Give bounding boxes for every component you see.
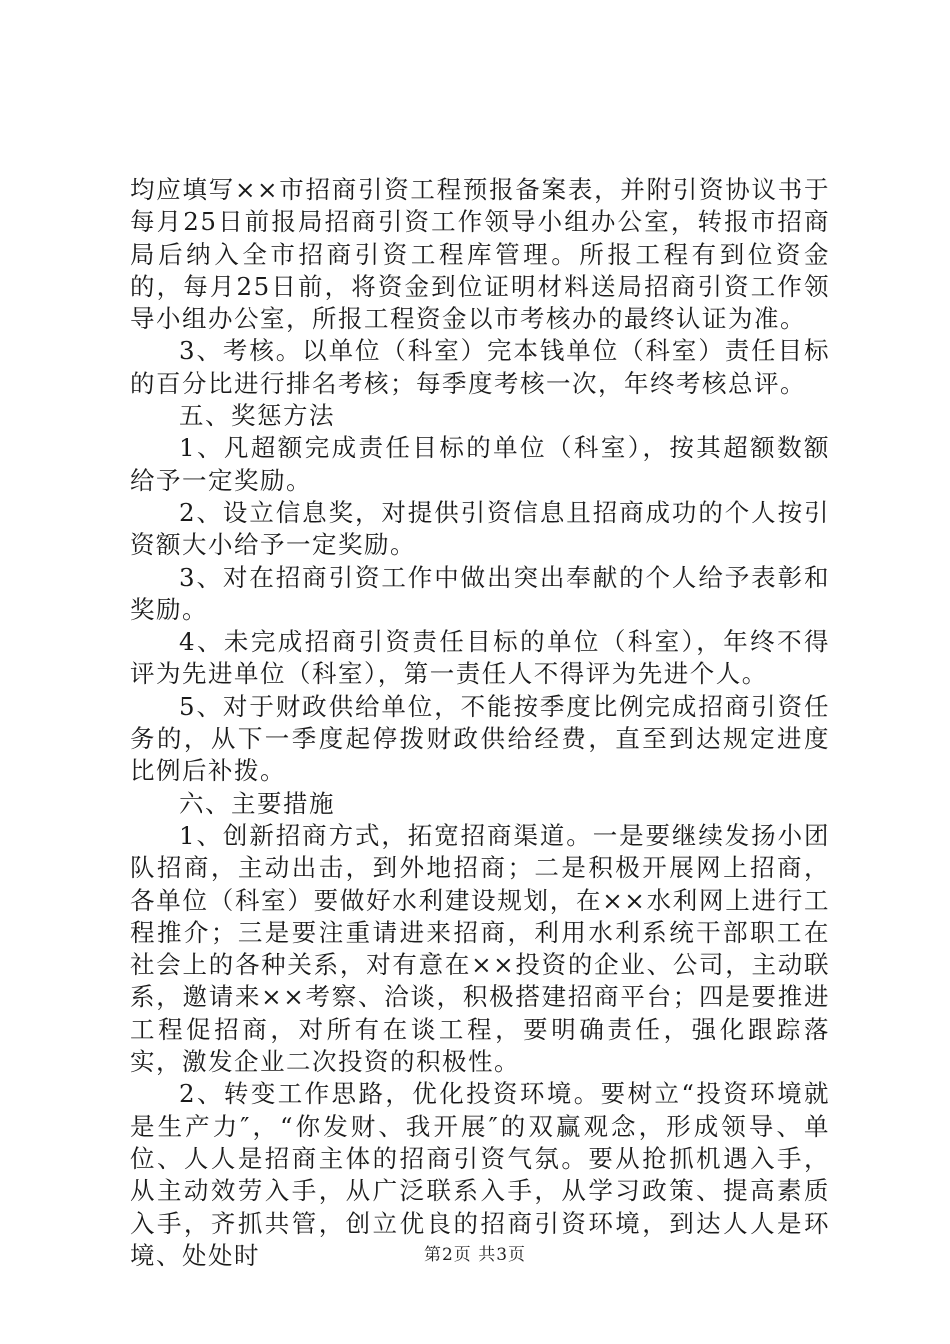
paragraph-10: 1、创新招商方式，拓宽招商渠道。一是要继续发扬小团队招商，主动出击，到外地招商；二是积极开展网上招商，各单位（科室）要做好水利建设规划，在××水利网上进行工程推介；三是要注重请进来招商，利用水利系统干部职工在社会上的各种关系，对有意在××投资的企业、公司，主动联系，邀请来××考察、洽谈，积极搭建招商平台；四是要推进工程促招商，对所有在谈工程，要明确责任，强化跟踪落实，激发企业二次投资的积极性。 — [130, 820, 830, 1077]
paragraph-2: 3、考核。以单位（科室）完本钱单位（科室）责任目标的百分比进行排名考核；每季度考核一次，年终考核总评。 — [130, 336, 830, 398]
paragraph-8: 5、对于财政供给单位，不能按季度比例完成招商引资任务的，从下一季度起停拨财政供给经费，直至到达规定进度比例后补拨。 — [130, 691, 830, 786]
paragraph-6: 3、对在招商引资工作中做出突出奉献的个人给予表彰和奖励。 — [130, 562, 830, 624]
section-heading-rewards: 五、奖惩方法 — [179, 401, 335, 431]
paragraph-7: 4、未完成招商引资责任目标的单位（科室），年终不得评为先进单位（科室），第一责任人不得评为先进个人。 — [130, 627, 830, 689]
paragraph-1: 均应填写××市招商引资工程预报备案表，并附引资协议书于每月25日前报局招商引资工作领导小组办公室，转报市招商局后纳入全市招商引资工程库管理。所报工程有到位资金的，每月25日前，将资金到位证明材料送局招商引资工作领导小组办公室，所报工程资金以市考核办的最终认证为准。 — [130, 175, 830, 334]
paragraph-5: 2、设立信息奖，对提供引资信息且招商成功的个人按引资额大小给予一定奖励。 — [130, 497, 830, 560]
paragraph-11: 2、转变工作思路，优化投资环境。要树立“投资环境就是生产力″，“你发财、我开展″的双赢观念，形成领导、单位、人人是招商主体的招商引资气氛。要从抢抓机遇入手，从主动效劳入手，从广泛联系入手，从学习政策、提高素质入手，齐抓共管，创立优良的招商引资环境，到达人人是环境、处处时 — [130, 1079, 830, 1270]
document-body — [130, 174, 830, 1272]
section-heading-measures: 六、主要措施 — [179, 788, 335, 818]
page-footer: 第2页 共3页 — [423, 1245, 527, 1265]
paragraph-4: 1、凡超额完成责任目标的单位（科室），按其超额数额给予一定奖励。 — [130, 433, 830, 495]
